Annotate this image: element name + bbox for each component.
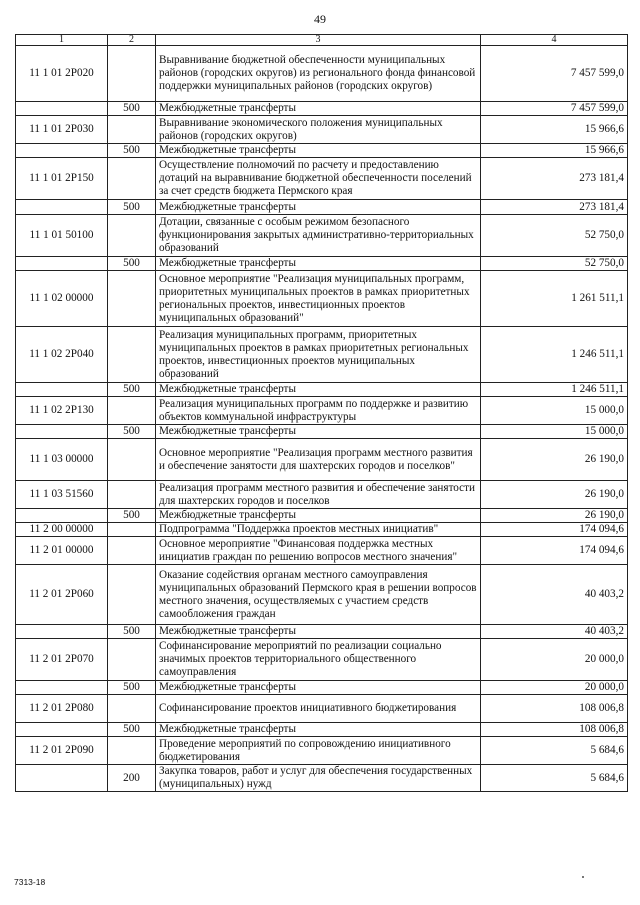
table-row: [16, 46, 628, 102]
row-amount: 108 006,8: [481, 723, 628, 737]
header-col-1: 1: [16, 35, 108, 46]
row-name: Реализация муниципальных программ по поддержке и развитию объектов коммунальной инфраструктуры: [156, 397, 481, 425]
row-code: [16, 383, 108, 397]
row-name: Межбюджетные трансферты: [156, 257, 481, 271]
row-code: 11 1 01 2Р030: [16, 116, 108, 144]
row-amount: 1 246 511,1: [481, 383, 628, 397]
table-row: [16, 765, 628, 792]
table-header-row: [16, 35, 628, 46]
row-code: 11 2 01 2Р060: [16, 565, 108, 625]
header-col-3: 3: [156, 35, 481, 46]
row-code: [16, 765, 108, 792]
row-expense-type: 500: [108, 144, 156, 158]
row-expense-type: 500: [108, 681, 156, 695]
row-expense-type: 500: [108, 200, 156, 215]
table-row: [16, 481, 628, 509]
row-code: 11 1 02 2Р130: [16, 397, 108, 425]
row-amount: 26 190,0: [481, 509, 628, 523]
table-row: [16, 215, 628, 257]
row-code: [16, 723, 108, 737]
row-amount: 40 403,2: [481, 625, 628, 639]
row-name: Проведение мероприятий по сопровождению инициативного бюджетирования: [156, 737, 481, 765]
row-expense-type: 500: [108, 383, 156, 397]
row-expense-type: 200: [108, 765, 156, 792]
scan-speck: [582, 876, 584, 878]
row-name: Основное мероприятие "Реализация муниципальных программ, приоритетных муниципальных проектов в рамках приоритетных региональных проектов, инвестиционных проектов муниципальных образований": [156, 271, 481, 327]
row-amount: 26 190,0: [481, 439, 628, 481]
row-code: [16, 102, 108, 116]
row-amount: 108 006,8: [481, 695, 628, 723]
table-row: [16, 327, 628, 383]
row-expense-type: [108, 215, 156, 257]
row-amount: 7 457 599,0: [481, 46, 628, 102]
row-code: 11 2 01 00000: [16, 537, 108, 565]
row-expense-type: 500: [108, 257, 156, 271]
table-row: [16, 439, 628, 481]
row-amount: 5 684,6: [481, 765, 628, 792]
row-name: Межбюджетные трансферты: [156, 681, 481, 695]
table-row: [16, 200, 628, 215]
row-expense-type: [108, 397, 156, 425]
row-name: Оказание содействия органам местного самоуправления муниципальных образований Пермского края в решении вопросов местного значения, осуществляемых с участием средств самообложения граждан: [156, 565, 481, 625]
row-code: 11 2 01 2Р090: [16, 737, 108, 765]
table-row: [16, 397, 628, 425]
row-amount: 20 000,0: [481, 639, 628, 681]
row-expense-type: [108, 639, 156, 681]
row-code: 11 1 03 00000: [16, 439, 108, 481]
row-name: Межбюджетные трансферты: [156, 200, 481, 215]
row-name: Основное мероприятие "Реализация программ местного развития и обеспечение занятости для шахтерских городов и поселков": [156, 439, 481, 481]
table-row: [16, 383, 628, 397]
row-amount: 20 000,0: [481, 681, 628, 695]
row-expense-type: [108, 46, 156, 102]
row-name: Межбюджетные трансферты: [156, 509, 481, 523]
row-name: Межбюджетные трансферты: [156, 625, 481, 639]
row-amount: 174 094,6: [481, 523, 628, 537]
table-row: [16, 425, 628, 439]
row-expense-type: [108, 537, 156, 565]
row-expense-type: [108, 271, 156, 327]
row-code: 11 2 01 2Р080: [16, 695, 108, 723]
row-code: [16, 257, 108, 271]
row-code: 11 1 03 51560: [16, 481, 108, 509]
row-amount: 1 261 511,1: [481, 271, 628, 327]
table-row: [16, 523, 628, 537]
row-amount: 273 181,4: [481, 200, 628, 215]
page-number: 49: [314, 12, 326, 26]
row-expense-type: 500: [108, 509, 156, 523]
row-expense-type: [108, 116, 156, 144]
table-row: [16, 509, 628, 523]
row-expense-type: [108, 695, 156, 723]
row-code: 11 2 00 00000: [16, 523, 108, 537]
row-expense-type: [108, 439, 156, 481]
row-amount: 52 750,0: [481, 215, 628, 257]
row-expense-type: [108, 481, 156, 509]
table-row: [16, 639, 628, 681]
row-name: Межбюджетные трансферты: [156, 383, 481, 397]
row-amount: 5 684,6: [481, 737, 628, 765]
row-code: [16, 200, 108, 215]
row-code: 11 2 01 2Р070: [16, 639, 108, 681]
document-code: 7313-18: [14, 877, 46, 887]
row-expense-type: [108, 158, 156, 200]
row-code: 11 1 02 00000: [16, 271, 108, 327]
row-amount: 15 000,0: [481, 425, 628, 439]
budget-table: [15, 34, 628, 792]
table-row: [16, 257, 628, 271]
row-expense-type: 500: [108, 425, 156, 439]
table-row: [16, 695, 628, 723]
row-name: Межбюджетные трансферты: [156, 723, 481, 737]
row-amount: 7 457 599,0: [481, 102, 628, 116]
table-row: [16, 625, 628, 639]
row-name: Осуществление полномочий по расчету и предоставлению дотаций на выравнивание бюджетной обеспеченности поселений за счет средств бюджета Пермского края: [156, 158, 481, 200]
row-name: Дотации, связанные с особым режимом безопасного функционирования закрытых административно-территориальных образований: [156, 215, 481, 257]
table-row: [16, 537, 628, 565]
header-col-4: 4: [481, 35, 628, 46]
row-name: Софинансирование проектов инициативного бюджетирования: [156, 695, 481, 723]
row-amount: 174 094,6: [481, 537, 628, 565]
table-row: [16, 565, 628, 625]
row-name: Реализация муниципальных программ, приоритетных муниципальных проектов в рамках приоритетных региональных проектов, инвестиционных проектов муниципальных образований: [156, 327, 481, 383]
row-code: [16, 509, 108, 523]
row-name: Закупка товаров, работ и услуг для обеспечения государственных (муниципальных) нужд: [156, 765, 481, 792]
row-code: 11 1 01 50100: [16, 215, 108, 257]
row-amount: 15 966,6: [481, 144, 628, 158]
header-col-2: 2: [108, 35, 156, 46]
row-name: Выравнивание экономического положения муниципальных районов (городских округов): [156, 116, 481, 144]
table-row: [16, 737, 628, 765]
row-name: Основное мероприятие "Финансовая поддержка местных инициатив граждан по решению вопросов местного значения": [156, 537, 481, 565]
row-code: 11 1 01 2Р150: [16, 158, 108, 200]
row-amount: 1 246 511,1: [481, 327, 628, 383]
row-amount: 15 966,6: [481, 116, 628, 144]
row-code: [16, 425, 108, 439]
row-amount: 40 403,2: [481, 565, 628, 625]
row-expense-type: [108, 523, 156, 537]
row-amount: 26 190,0: [481, 481, 628, 509]
row-expense-type: 500: [108, 102, 156, 116]
row-expense-type: 500: [108, 625, 156, 639]
row-code: [16, 681, 108, 695]
row-name: Софинансирование мероприятий по реализации социально значимых проектов территориального общественного самоуправления: [156, 639, 481, 681]
table-row: [16, 102, 628, 116]
row-name: Межбюджетные трансферты: [156, 425, 481, 439]
row-code: [16, 625, 108, 639]
row-name: Межбюджетные трансферты: [156, 144, 481, 158]
row-name: Межбюджетные трансферты: [156, 102, 481, 116]
row-code: 11 1 01 2Р020: [16, 46, 108, 102]
row-name: Подпрограмма "Поддержка проектов местных инициатив": [156, 523, 481, 537]
table-row: [16, 144, 628, 158]
table-row: [16, 271, 628, 327]
row-expense-type: 500: [108, 723, 156, 737]
row-code: 11 1 02 2Р040: [16, 327, 108, 383]
row-name: Выравнивание бюджетной обеспеченности муниципальных районов (городских округов) из регионального фонда финансовой поддержки муниципальных районов (городских округов): [156, 46, 481, 102]
table-row: [16, 681, 628, 695]
table-row: [16, 116, 628, 144]
row-amount: 273 181,4: [481, 158, 628, 200]
row-expense-type: [108, 737, 156, 765]
row-amount: 15 000,0: [481, 397, 628, 425]
table-row: [16, 158, 628, 200]
row-name: Реализация программ местного развития и обеспечение занятости для шахтерских городов и поселков: [156, 481, 481, 509]
row-amount: 52 750,0: [481, 257, 628, 271]
table-row: [16, 723, 628, 737]
row-code: [16, 144, 108, 158]
row-expense-type: [108, 327, 156, 383]
row-expense-type: [108, 565, 156, 625]
